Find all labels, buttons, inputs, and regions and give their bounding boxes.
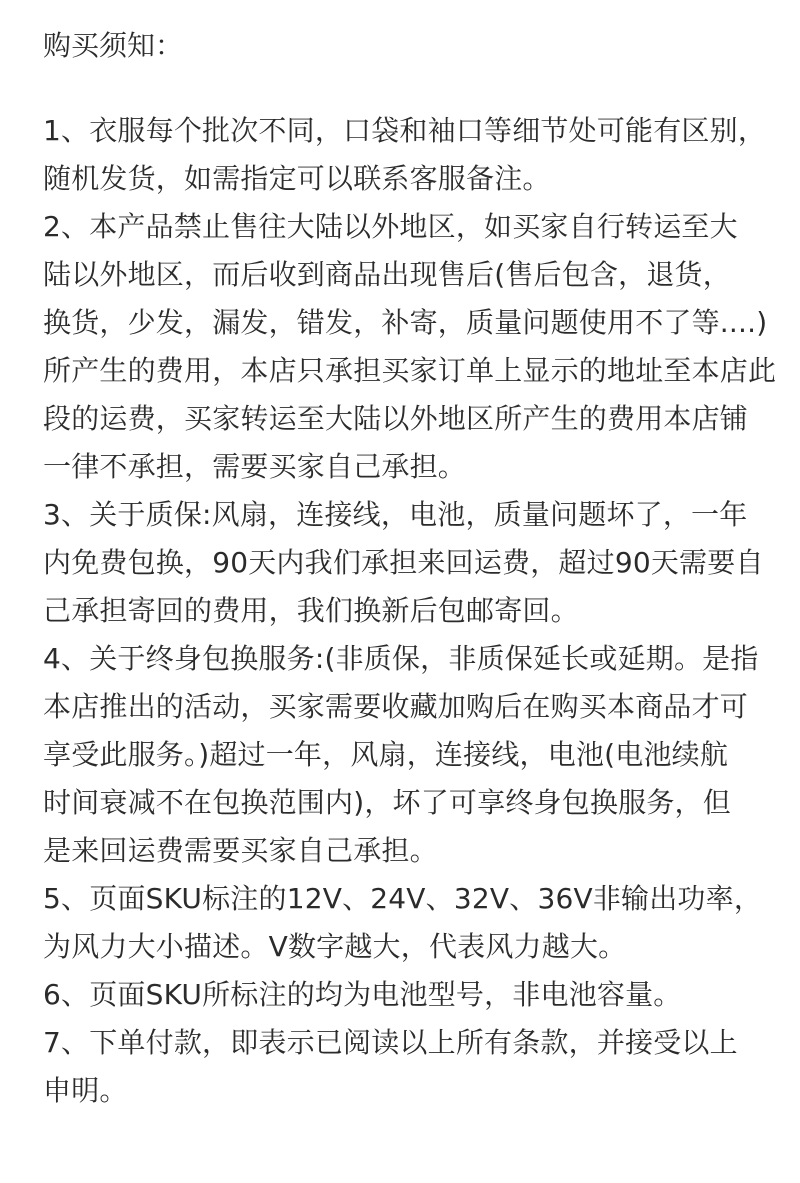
notice-title: 购买须知： (43, 29, 184, 62)
notice-line: 3、关于质保:风扇，连接线，电池，质量问题坏了，一年 (43, 498, 748, 531)
notice-line: 随机发货，如需指定可以联系客服备注。 (43, 162, 551, 195)
notice-line: 本店推出的活动，买家需要收藏加购后在购买本商品才可 (43, 690, 749, 723)
notice-line: 2、本产品禁止售往大陆以外地区，如买家自行转运至大 (43, 210, 738, 243)
notice-line: 陆以外地区，而后收到商品出现售后(售后包含，退货， (43, 258, 731, 291)
notice-line: 换货，少发，漏发，错发，补寄，质量问题使用不了等....) (43, 306, 768, 339)
notice-line: 享受此服务。)超过一年，风扇，连接线，电池(电池续航 (43, 738, 729, 771)
notice-line: 7、下单付款，即表示已阅读以上所有条款，并接受以上 (43, 1026, 738, 1059)
notice-line: 1、衣服每个批次不同，口袋和袖口等细节处可能有区别， (43, 114, 767, 147)
notice-line: 时间衰减不在包换范围内)，坏了可享终身包换服务，但 (43, 786, 731, 819)
notice-line: 所产生的费用，本店只承担买家订单上显示的地址至本店此 (43, 354, 777, 387)
notice-line: 内免费包换，90天内我们承担来回运费，超过90天需要自 (43, 546, 764, 579)
notice-line: 为风力大小描述。V数字越大，代表风力越大。 (43, 930, 627, 963)
notice-line: 6、页面SKU所标注的均为电池型号，非电池容量。 (43, 978, 682, 1011)
notice-line: 己承担寄回的费用，我们换新后包邮寄回。 (43, 594, 579, 627)
notice-line: 5、页面SKU标注的12V、24V、32V、36V非输出功率， (43, 882, 763, 915)
notice-line: 申明。 (43, 1074, 128, 1107)
notice-line: 是来回运费需要买家自己承担。 (43, 834, 438, 867)
notice-line: 段的运费，买家转运至大陆以外地区所产生的费用本店铺 (43, 402, 749, 435)
notice-line: 一律不承担，需要买家自己承担。 (43, 450, 467, 483)
notice-line: 4、关于终身包换服务:(非质保，非质保延长或延期。是指 (43, 642, 759, 675)
